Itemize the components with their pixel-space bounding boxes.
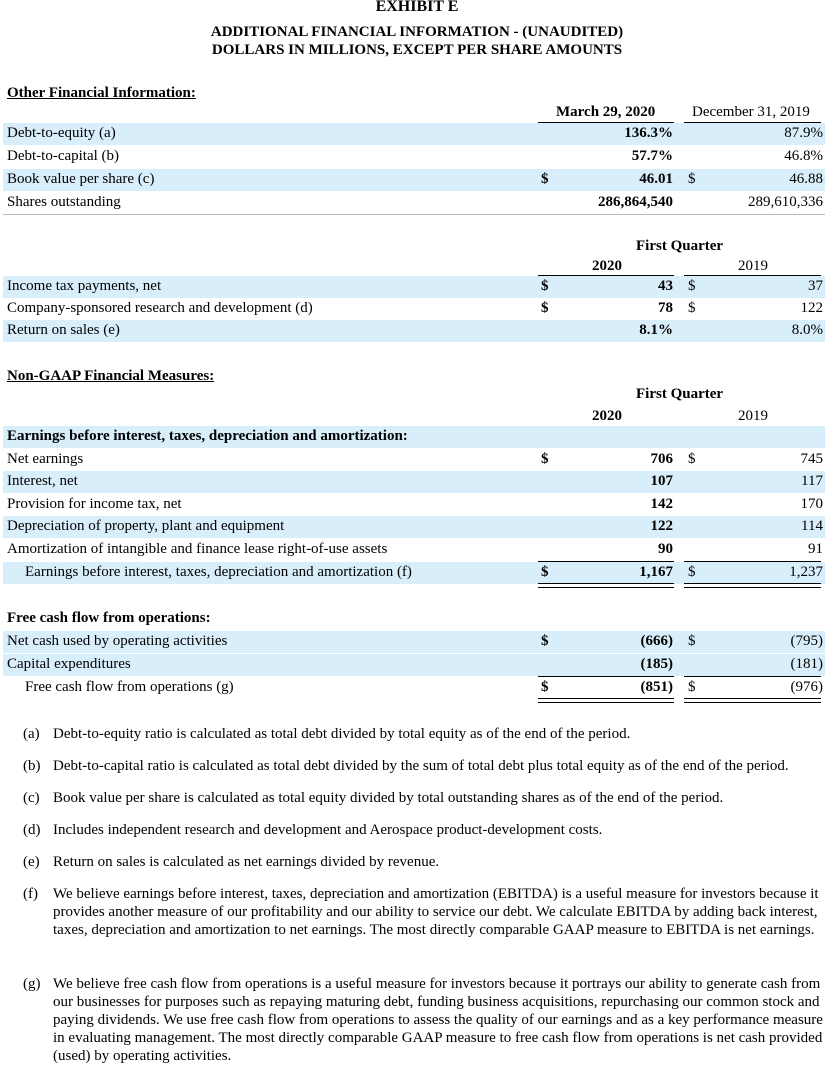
column-header-2019: 2019	[738, 408, 768, 424]
footnote	[23, 789, 828, 807]
table-row	[3, 123, 825, 145]
value-prior: 170	[800, 496, 823, 512]
value-prior: 87.9%	[784, 125, 823, 141]
page-subtitle: DOLLARS IN MILLIONS, EXCEPT PER SHARE AMOUNTS	[211, 42, 623, 58]
currency-symbol: $	[688, 633, 696, 649]
ebitda-heading-row	[3, 426, 825, 448]
row-label: Debt-to-equity (a)	[7, 125, 116, 141]
currency-symbol: $	[688, 564, 696, 580]
row-label: Interest, net	[7, 473, 78, 489]
value-current: 286,864,540	[598, 194, 673, 210]
column-header-march-2020: March 29, 2020	[556, 104, 656, 120]
value-prior: 46.88	[789, 171, 823, 187]
value-prior: (181)	[790, 656, 823, 672]
row-label: Capital expenditures	[7, 656, 131, 672]
table-row	[3, 654, 825, 676]
value-prior: 289,610,336	[748, 194, 823, 210]
table-row	[3, 494, 825, 516]
currency-symbol: $	[688, 278, 696, 294]
footnote-marker: (b)	[23, 758, 41, 774]
column-header-dec-2019: December 31, 2019	[692, 104, 810, 120]
table-row	[3, 516, 825, 538]
value-current: 142	[650, 496, 673, 512]
total-value-prior: (976)	[790, 679, 823, 695]
total-double-rule	[684, 583, 821, 588]
period-header: First Quarter	[636, 386, 724, 402]
footnote-text: Includes independent research and development and Aerospace product-development costs.	[53, 822, 603, 838]
table-row	[3, 320, 825, 342]
value-prior: 91	[808, 541, 823, 557]
footnote-text: Debt-to-capital ratio is calculated as total debt divided by the sum of total debt plus total equity as of the end of the period.	[53, 758, 789, 774]
footnote	[23, 725, 828, 743]
total-value-prior: 1,237	[789, 564, 823, 580]
value-prior: 122	[800, 300, 823, 316]
footnote-marker: (e)	[23, 854, 40, 870]
table-row	[3, 449, 825, 471]
table-row	[3, 169, 825, 191]
column-header-2020: 2020	[592, 258, 622, 274]
currency-symbol: $	[688, 451, 696, 467]
currency-symbol: $	[541, 278, 549, 294]
column-header-2019: 2019	[738, 258, 768, 274]
row-label: Amortization of intangible and finance lease right-of-use assets	[7, 541, 388, 557]
row-label: Net earnings	[7, 451, 84, 467]
value-current: 136.3%	[624, 125, 673, 141]
currency-symbol: $	[541, 633, 549, 649]
footnote-text: Return on sales is calculated as net earnings divided by revenue.	[53, 854, 440, 870]
row-label: Company-sponsored research and development (d)	[7, 300, 313, 316]
total-label: Earnings before interest, taxes, depreciation and amortization (f)	[25, 564, 412, 580]
total-double-rule	[684, 698, 821, 703]
footnote-marker: (c)	[23, 790, 40, 806]
column-header-2020: 2020	[592, 408, 622, 424]
value-prior: 745	[800, 451, 823, 467]
value-current: 706	[650, 451, 673, 467]
row-label: Book value per share (c)	[7, 171, 155, 187]
footnote-text: We believe free cash flow from operations is a useful measure for investors because it portrays our ability to generate cash from our businesses for purposes such as repaying maturing debt, funding business acquisitions, repurchasing our common stock and paying dividends. We use free cash flow from operations to assess the quality of our earnings and as a key performance measure in evaluating management. The most directly comparable GAAP measure to free cash flow from operations is net cash provided (used) by operating activities.	[53, 976, 823, 1064]
value-prior: 37	[808, 278, 823, 294]
period-header: First Quarter	[636, 238, 724, 254]
currency-symbol: $	[688, 679, 696, 695]
section-title-other-financial: Other Financial Information:	[7, 85, 196, 101]
section-title-non-gaap: Non-GAAP Financial Measures:	[7, 368, 215, 384]
value-prior: 117	[801, 473, 823, 489]
fcf-heading: Free cash flow from operations:	[7, 610, 211, 626]
row-label: Depreciation of property, plant and equipment	[7, 518, 285, 534]
value-current: 122	[650, 518, 673, 534]
value-current: 43	[658, 278, 673, 294]
value-current: 46.01	[639, 171, 673, 187]
total-label: Free cash flow from operations (g)	[25, 679, 234, 695]
total-value-current: 1,167	[639, 564, 673, 580]
footnote	[23, 853, 828, 871]
value-current: (666)	[640, 633, 673, 649]
table-row	[3, 192, 825, 214]
footnote-text: Book value per share is calculated as total equity divided by total outstanding shares as of the end of the period.	[53, 790, 724, 806]
currency-symbol: $	[688, 171, 696, 187]
value-prior: (795)	[790, 633, 823, 649]
table-row	[3, 298, 825, 320]
value-prior: 8.0%	[791, 322, 823, 338]
total-row	[3, 562, 825, 584]
value-current: 90	[658, 541, 673, 557]
value-prior: 46.8%	[784, 148, 823, 164]
footnote	[23, 821, 828, 839]
row-label: Provision for income tax, net	[7, 496, 182, 512]
total-double-rule	[538, 583, 674, 588]
currency-symbol: $	[688, 300, 696, 316]
page-title: ADDITIONAL FINANCIAL INFORMATION - (UNAUDITED)	[210, 24, 624, 40]
row-label: Shares outstanding	[7, 194, 121, 210]
table-bottom-rule	[3, 214, 825, 215]
footnote-marker: (f)	[23, 886, 38, 902]
currency-symbol: $	[541, 564, 549, 580]
value-current: 78	[658, 300, 673, 316]
footnote-marker: (g)	[23, 976, 41, 992]
footnote	[23, 757, 828, 775]
row-label: Debt-to-capital (b)	[7, 148, 120, 164]
value-current: 107	[650, 473, 673, 489]
total-value-current: (851)	[640, 679, 673, 695]
currency-symbol: $	[541, 300, 549, 316]
footnote-marker: (d)	[23, 822, 41, 838]
value-current: 8.1%	[639, 322, 673, 338]
value-current: (185)	[640, 656, 673, 672]
fcf-heading-row	[3, 608, 825, 630]
footnote	[23, 885, 828, 939]
value-prior: 114	[801, 518, 823, 534]
value-current: 57.7%	[631, 148, 673, 164]
currency-symbol: $	[541, 171, 549, 187]
exhibit-label: EXHIBIT E	[375, 0, 459, 15]
ebitda-heading: Earnings before interest, taxes, depreciation and amortization:	[7, 428, 408, 444]
row-label: Net cash used by operating activities	[7, 633, 228, 649]
currency-symbol: $	[541, 679, 549, 695]
table-row	[3, 631, 825, 653]
row-label: Income tax payments, net	[7, 278, 162, 294]
footnote-text: Debt-to-equity ratio is calculated as total debt divided by total equity as of the end of the period.	[53, 726, 631, 742]
table-row	[3, 146, 825, 168]
total-double-rule	[538, 698, 674, 703]
table-row	[3, 471, 825, 493]
table-row	[3, 539, 825, 561]
currency-symbol: $	[541, 451, 549, 467]
footnote	[23, 975, 828, 1065]
row-label: Return on sales (e)	[7, 322, 120, 338]
total-row	[3, 677, 825, 699]
table-row	[3, 276, 825, 298]
footnote-marker: (a)	[23, 726, 40, 742]
footnote-text: We believe earnings before interest, taxes, depreciation and amortization (EBITDA) is a useful measure for investors because it provides another measure of our profitability and our ability to service our debt. We calculate EBITDA by adding back interest, taxes, depreciation and amortization to net earnings. The most directly comparable GAAP measure to EBITDA is net earnings.	[53, 886, 819, 938]
